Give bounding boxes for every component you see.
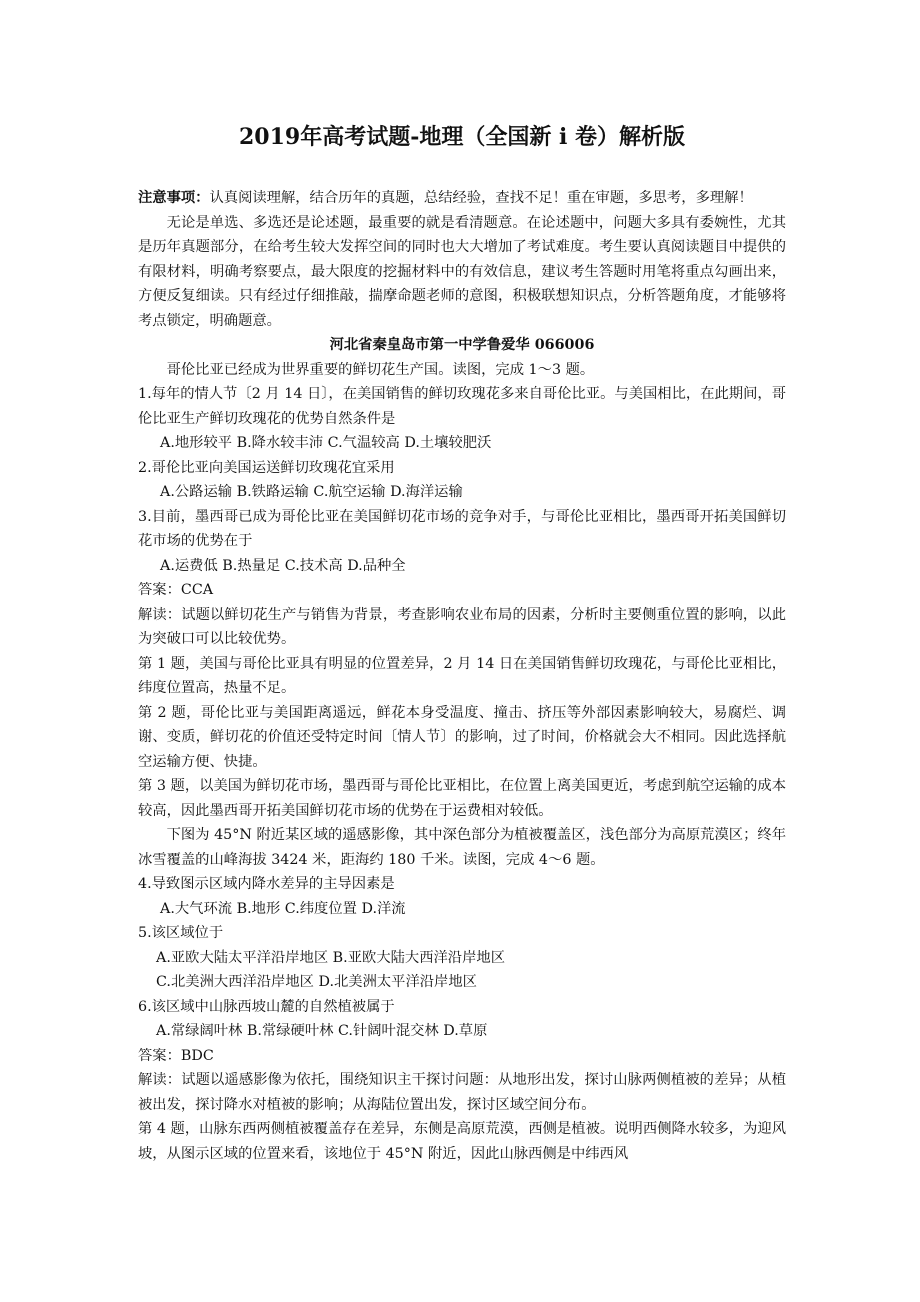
explanation-3: 第 3 题，以美国为鲜切花市场，墨西哥与哥伦比亚相比，在位置上离美国更近，考虑到航空运输的成本较高，因此墨西哥开拓美国鲜切花市场的优势在于运费相对较低。 bbox=[138, 778, 786, 819]
group2-answer: 答案：BDC bbox=[138, 1047, 214, 1064]
document-body bbox=[138, 186, 786, 1166]
question-1: 1.每年的情人节〔2 月 14 日〕，在美国销售的鲜切玫瑰花多来自哥伦比亚。与美国相比，在此期间，哥伦比亚生产鲜切玫瑰花的优势自然条件是 bbox=[138, 386, 786, 427]
question-5: 5.该区域位于 bbox=[138, 925, 224, 941]
question-1-options: A.地形较平 B.降水较丰沛 C.气温较高 D.土壤较肥沃 bbox=[160, 435, 492, 451]
group1-answer: 答案：CCA bbox=[138, 582, 214, 598]
question-4-options: A.大气环流 B.地形 C.纬度位置 D.洋流 bbox=[160, 900, 406, 917]
explanation-2: 第 2 题，哥伦比亚与美国距离遥远，鲜花本身受温度、撞击、挤压等外部因素影响较大，易腐烂、调谢、变质，鲜切花的价值还受特定时间〔情人节〕的影响，过了时间，价格就会大不相同。因此选择航空运输方便、快捷。 bbox=[138, 704, 786, 770]
explanation-1: 第 1 题，美国与哥伦比亚具有明显的位置差异，2 月 14 日在美国销售鲜切玫瑰花，与哥伦比亚相比，纬度位置高，热量不足。 bbox=[138, 655, 786, 696]
document-title: 2019年高考试题-地理（全国新 i 卷）解析版 bbox=[238, 124, 686, 150]
question-4: 4.导致图示区域内降水差异的主导因素是 bbox=[138, 876, 395, 892]
question-6-options: A.常绿阔叶林 B.常绿硬叶林 C.针阔叶混交林 D.草原 bbox=[156, 1023, 488, 1039]
intro-paragraph: 无论是单选、多选还是论述题，最重要的就是看清题意。在论述题中，问题大多具有委婉性，尤其是历年真题部分，在给考生较大发挥空间的同时也大大增加了考试难度。考生要认真阅读题目中提供的有限材料，明确考察要点，最大限度的挖掘材料中的有效信息，建议考生答题时用笔将重点勾画出来，方便反复细读。只有经过仔细推敲，揣摩命题老师的意图，积极联想知识点，分析答题角度，才能够将考点锁定，明确题意。 bbox=[138, 214, 786, 329]
explanation-4: 第 4 题，山脉东西两侧植被覆盖存在差异，东侧是高原荒漠，西侧是植被。说明西侧降水较多，为迎风坡，从图示区域的位置来看，该地位于 45°N 附近，因此山脉西侧是中纬西风 bbox=[138, 1121, 786, 1162]
question-5-options-row2: C.北美洲大西洋沿岸地区 D.北美洲太平洋沿岸地区 bbox=[156, 974, 477, 990]
question-6: 6.该区域中山脉西坡山麓的自然植被属于 bbox=[138, 998, 395, 1015]
question-3: 3.目前，墨西哥已成为哥伦比亚在美国鲜切花市场的竞争对手，与哥伦比亚相比，墨西哥开拓美国鲜切花市场的优势在于 bbox=[138, 508, 786, 549]
question-5-options-row1: A.亚欧大陆太平洋沿岸地区 B.亚欧大陆大西洋沿岸地区 bbox=[156, 949, 505, 966]
notice-paragraph bbox=[138, 186, 786, 211]
notice-label: 注意事项： bbox=[138, 190, 210, 206]
group1-stem: 哥伦比亚已经成为世界重要的鲜切花生产国。读图，完成 1～3 题。 bbox=[166, 361, 595, 378]
question-2-options: A.公路运输 B.铁路运输 C.航空运输 D.海洋运输 bbox=[160, 484, 463, 500]
notice-text: 认真阅读理解，结合历年的真题，总结经验，查找不足！重在审题，多思考，多理解！ bbox=[209, 190, 753, 206]
question-3-options: A.运费低 B.热量足 C.技术高 D.品种全 bbox=[160, 557, 406, 574]
question-2: 2.哥伦比亚向美国运送鲜切玫瑰花宜采用 bbox=[138, 459, 395, 476]
group2-analysis: 解读：试题以遥感影像为依托，围绕知识主干探讨问题：从地形出发，探讨山脉两侧植被的差异；从植被出发，探讨降水对植被的影响；从海陆位置出发，探讨区域空间分布。 bbox=[138, 1072, 786, 1113]
group1-analysis: 解读：试题以鲜切花生产与销售为背景，考查影响农业布局的因素，分析时主要侧重位置的影响，以此为突破口可以比较优势。 bbox=[138, 606, 786, 647]
group2-stem: 下图为 45°N 附近某区域的遥感影像，其中深色部分为植被覆盖区，浅色部分为高原荒漠区；终年冰雪覆盖的山峰海拔 3424 米，距海约 180 千米。读图，完成 4～6 题。 bbox=[138, 827, 786, 868]
author-line: 河北省秦皇岛市第一中学鲁爱华 066006 bbox=[329, 337, 595, 353]
